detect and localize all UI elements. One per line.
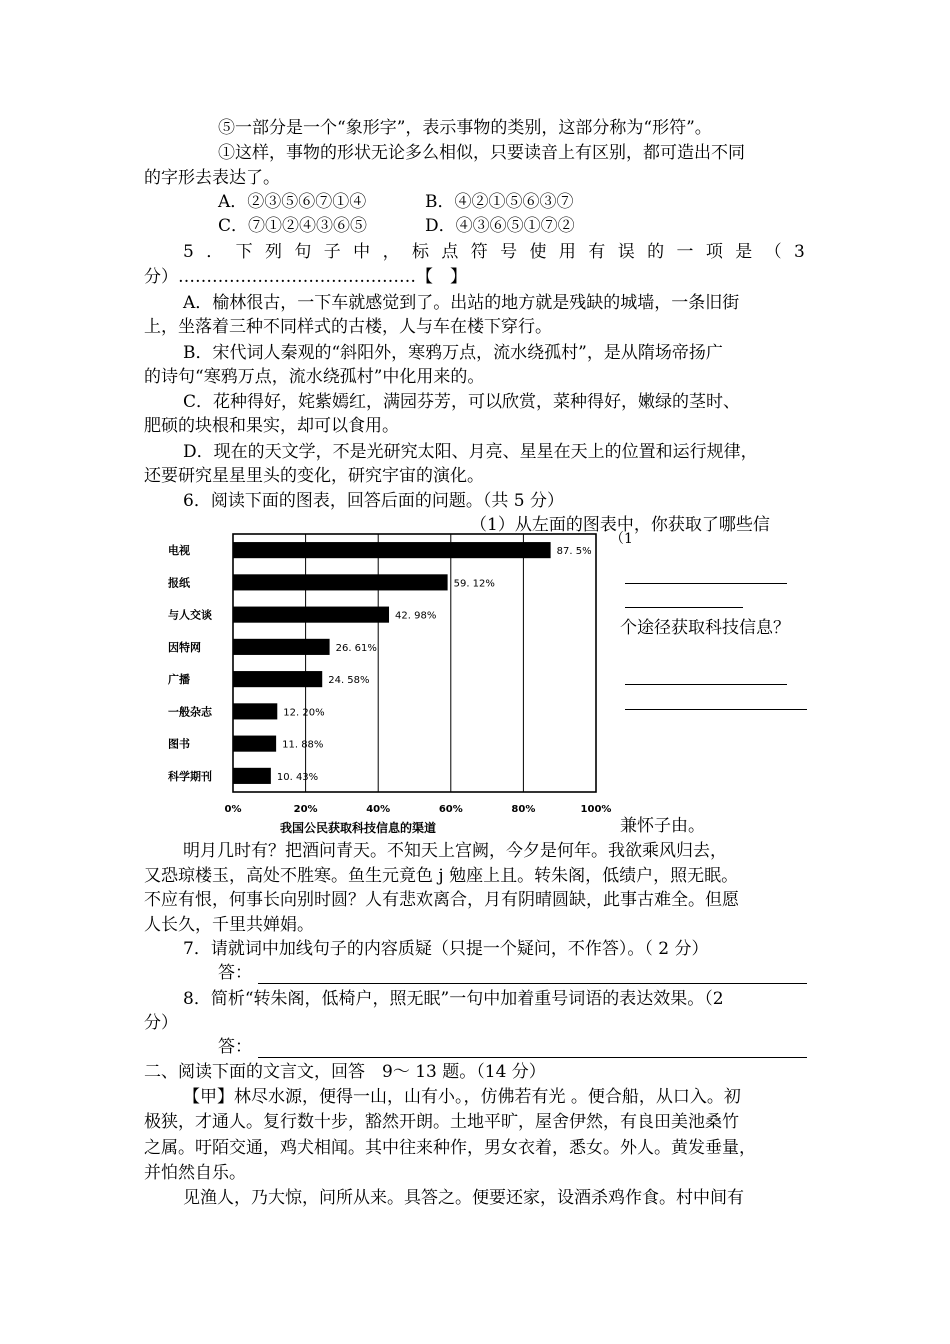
value-label: 12. 20%: [283, 707, 325, 719]
science-info-channels-chart: [148, 522, 618, 840]
chart-title: 我国公民获取科技信息的渠道: [279, 821, 437, 835]
line-q4-item5: ⑤一部分是一个“象形字”，表示事物的类别，这部分称为“形符”。: [218, 118, 712, 138]
category-label: 与人交谈: [168, 608, 212, 622]
q6-sub1: （1）从左面的图表中，你获取了哪些信: [470, 515, 770, 535]
q5-char: 中: [353, 242, 371, 262]
classical-text-line-2: 极狭，才通人。复行数十步，豁然开朗。土地平旷，屋舍伊然，有良田美池桑竹: [144, 1112, 739, 1132]
q4-option-d: D．④③⑥⑤①⑦②: [425, 216, 575, 236]
x-tick-label: 60%: [438, 804, 463, 815]
value-label: 10. 43%: [276, 771, 319, 783]
q5-char: 符: [470, 242, 488, 262]
x-tick-label: 20%: [293, 804, 318, 815]
poem-title-tail: 兼怀子由。: [620, 816, 705, 836]
q5-option-b: B．宋代词人秦观的“斜阳外，寒鸦万点，流水绕孤村”，是从隋场帝扬广: [183, 343, 723, 363]
q5-char: 项: [705, 242, 723, 262]
q6-stem: 6．阅读下面的图表，回答后面的问题。（共 5 分）: [183, 491, 564, 511]
q7-answer-line[interactable]: [258, 983, 807, 984]
bar: [233, 671, 322, 687]
q5-char: 下: [235, 242, 253, 262]
q4-option-b: B．④②①⑤⑥③⑦: [425, 192, 574, 212]
q5-char: 句: [294, 242, 312, 262]
answer-blank-1[interactable]: [625, 583, 787, 584]
value-label: 24. 58%: [328, 675, 370, 687]
q6-paren-fragment: （1: [610, 531, 633, 547]
value-label: 11. 88%: [282, 739, 324, 751]
bar: [233, 639, 330, 655]
poem-line-4: 人长久，千里共婵娟。: [144, 915, 314, 935]
q5-stem-justified: [183, 241, 805, 263]
poem-line-2: 又恐琼楼玉，高处不胜寒。鱼生元竟色 j 勉座上且。转朱阁，低绩户，照无眠。: [144, 866, 739, 886]
q5-char: 标: [411, 242, 429, 262]
q4-option-c: C．⑦①②④③⑥⑤: [218, 216, 368, 236]
classical-text-line-1: 【甲】林尽水源，便得一山，山有小。，仿佛若有光 。便合船，从口入。初: [183, 1087, 741, 1107]
q5-option-d: D．现在的天文学，不是光研究太阳、月亮、星星在天上的位置和运行规律，: [183, 442, 758, 462]
bar: [233, 736, 276, 752]
answer-blank-4[interactable]: [625, 709, 807, 710]
line-q4-item1: ①这样，事物的形状无论多么相似，只要读音上有区别，都可造出不同: [218, 143, 745, 163]
poem-line-3: 不应有恨，何事长向别时圆？人有悲欢离合，月有阴晴圆缺，此事古难全。但愿: [144, 890, 739, 910]
bar: [233, 542, 551, 558]
q4-option-a: A．②③⑤⑥⑦①④: [218, 192, 367, 212]
q5-char: 的: [647, 242, 665, 262]
category-label: 报纸: [168, 576, 190, 590]
classical-text-line-3: 之属。吁陌交通，鸡犬相闻。其中往来种作，男女衣着，悉女。外人。黄发垂量，: [144, 1138, 756, 1158]
q5-char: 使: [529, 242, 547, 262]
q5-option-b-cont: 的诗句“寒鸦万点，流水绕孤村”中化用来的。: [144, 367, 485, 387]
answer-blank-3[interactable]: [625, 684, 787, 685]
q5-option-c-cont: 肥硕的块根和果实，却可以食用。: [144, 416, 399, 436]
q5-char: （: [764, 242, 782, 262]
q5-option-a-cont: 上，坐落着三种不同样式的古楼，人与车在楼下穿行。: [144, 317, 552, 337]
x-tick-label: 0%: [224, 804, 242, 815]
q5-char: 一: [676, 242, 694, 262]
q5-char: 3: [794, 242, 805, 262]
q5-char: ，: [382, 242, 400, 262]
q5-char: 号: [500, 242, 518, 262]
bar: [233, 768, 271, 784]
q5-option-d-cont: 还要研究星星里头的变化，研究宇宙的演化。: [144, 466, 484, 486]
poem-line-1: 明月几时有？把酒问青天。不知天上宫阙，今夕是何年。我欲乘风归去，: [183, 841, 727, 861]
plot-frame: [233, 534, 596, 792]
bar: [233, 607, 389, 623]
x-tick-label: 80%: [511, 804, 536, 815]
q5-stem-cont: 分）……………………………………【 】: [144, 267, 467, 287]
value-label: 59. 12%: [453, 578, 495, 590]
classical-text-line-4: 并怕然自乐。: [144, 1163, 246, 1183]
bar: [233, 703, 277, 719]
category-label: 广播: [168, 673, 190, 687]
q5-char: 子: [323, 242, 341, 262]
value-label: 26. 61%: [335, 642, 377, 654]
q5-char: 有: [588, 242, 606, 262]
q6-sub2-tail: 个途径获取科技信息？: [620, 618, 790, 638]
category-label: 因特网: [168, 640, 201, 654]
q7-stem: 7．请就词中加线句子的内容质疑（只提一个疑问，不作答）。（ 2 分）: [183, 939, 709, 959]
category-label: 电视: [168, 544, 190, 558]
q5-option-c: C．花种得好，姹紫嫣红，满园芬芳，可以欣赏，菜种得好，嫩绿的茎时、: [183, 392, 741, 412]
category-label: 科学期刊: [168, 769, 212, 783]
q8-stem-cont: 分）: [144, 1013, 178, 1033]
q5-char: 点: [441, 242, 459, 262]
q5-char: ．: [206, 242, 224, 262]
answer-blank-2[interactable]: [625, 607, 743, 608]
bar: [233, 574, 448, 590]
q5-char: 是: [735, 242, 753, 262]
q5-option-a: A．榆林很古，一下车就感觉到了。出站的地方就是残缺的城墙，一条旧街: [183, 293, 740, 313]
q5-char: 5: [183, 242, 194, 262]
q8-answer-line[interactable]: [258, 1057, 807, 1058]
category-label: 图书: [168, 737, 190, 751]
line-q4-item1-cont: 的字形去表达了。: [144, 168, 280, 188]
q8-answer-label: 答：: [218, 1037, 252, 1057]
q8-stem: 8．简析“转朱阁，低椅户，照无眠”一句中加着重号词语的表达效果。（2: [183, 989, 724, 1009]
category-label: 一般杂志: [168, 705, 212, 719]
x-tick-label: 100%: [580, 804, 612, 815]
value-label: 42. 98%: [395, 610, 437, 622]
value-label: 87. 5%: [556, 546, 592, 558]
x-tick-label: 40%: [366, 804, 391, 815]
q5-char: 用: [558, 242, 576, 262]
q5-char: 误: [617, 242, 635, 262]
classical-text-line-5: 见渔人，乃大惊，问所从来。具答之。便要还家，设酒杀鸡作食。村中间有: [183, 1188, 744, 1208]
q7-answer-label: 答：: [218, 963, 252, 983]
section-2-heading: 二、阅读下面的文言文，回答 9～ 13 题。（14 分）: [144, 1062, 546, 1082]
q5-char: 列: [265, 242, 282, 262]
